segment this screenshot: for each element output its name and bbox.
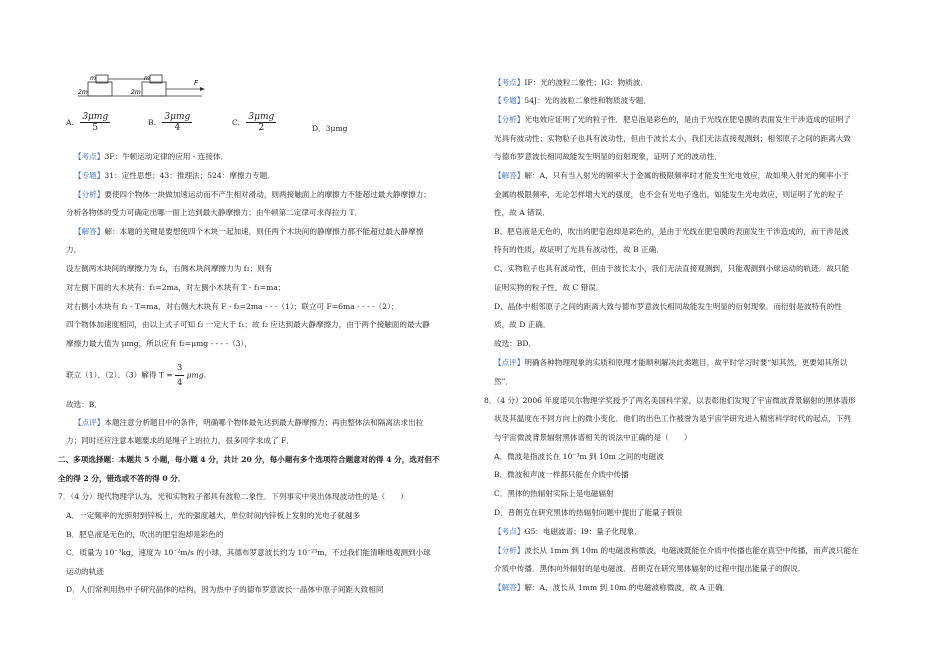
left-line-4: 四个物体加速度相同，由以上式子可知 f₂ 一定大于 f₁；故 f₂ 应达到最大静摩擦力，由于两个接触面的最大静	[66, 320, 430, 329]
option-a-letter: A.	[66, 118, 74, 127]
left-jieda-tag: 【解答】	[74, 227, 105, 236]
option-b-letter: B.	[148, 118, 156, 127]
question-8-line-3: 与宇宙微波背景辐射黑体谱相关的说法中正确的是（ ）	[494, 433, 692, 442]
left-fenxi-line	[74, 190, 431, 200]
left-zhuanti-line	[74, 171, 275, 181]
right-kaodian2-line	[494, 527, 642, 537]
q8-option-c: C．黑体的热辐射实际上是电磁辐射	[494, 489, 614, 498]
force-arrow-head	[200, 87, 205, 91]
left-dianping-line	[74, 418, 423, 428]
right-dianping-line	[494, 358, 847, 368]
left-kaodian-line	[74, 152, 228, 162]
left-jieda-line	[74, 227, 423, 237]
left-kaodian-tag: 【考点】	[74, 152, 105, 161]
block-2m-left	[88, 82, 112, 96]
right-kaodian2-tag: 【考点】	[494, 527, 525, 536]
right-fenxi2-line	[494, 546, 859, 556]
option-c-fraction	[246, 112, 276, 133]
result-fraction	[175, 361, 184, 390]
right-fenxi-line-2: 光具有波动性；实物粒子也具有波动性，但由于波长太小，我们无法直接观测到；相邻原子之间的距离大致	[494, 134, 851, 143]
right-fenxi-text-1: 光电效应证明了光的粒子性．肥皂泡是彩色的，是由于光线在肥皂膜的表面发生干涉造成的证明了	[524, 115, 851, 124]
left-line-5: 摩擦力最大值为 μmg，所以应有 f₂=μmg - - - -（3），	[66, 339, 252, 348]
option-b-fraction	[162, 112, 192, 133]
right-fenxi2-tag: 【分析】	[494, 546, 525, 555]
left-zhuanti-text: 31：定性思想；43：推理法；524：摩擦力专题．	[104, 171, 275, 180]
left-line-3: 对右侧小木块有 f₂ - T=ma，对右侧大木块有 F - f₂=2ma - - -（1）；联立可 F=6ma - - - -（2）；	[66, 302, 399, 311]
q7-option-c: C．质量为 10⁻³kg，速度为 10⁻²m/s 的小球，其德布罗意波长约为 10⁻²³m，不过我们能清晰地观测到小球	[66, 548, 431, 557]
left-fenxi-text-1: 要使四个物体一块做加速运动而不产生相对滑动，则两接触面上的摩擦力不能超过最大静摩擦力；	[104, 190, 431, 199]
right-b-line-2: 特有的性质，故证明了光具有波动性，故 B 正确．	[494, 245, 664, 254]
q7-option-c-2: 运动的轨迹	[66, 567, 104, 576]
right-kaodian-tag: 【考点】	[494, 78, 525, 87]
right-kaodian2-text: G5：电磁波谱；I9：量子化现象．	[524, 527, 642, 536]
right-jieda2-line	[494, 583, 730, 593]
option-c	[232, 112, 276, 133]
left-fenxi-tag: 【分析】	[74, 190, 105, 199]
right-kaodian-line	[494, 78, 648, 88]
label-2m-right: 2m	[131, 89, 141, 96]
right-b-line-1: B、肥皂液是无色的，吹出的肥皂泡却是彩色的，是由于光线在肥皂膜的表面发生干涉造成的，而干涉是波	[494, 227, 849, 236]
option-b-num: 3μmg	[164, 112, 191, 122]
right-fenxi2-line-2: 介质中传播．黑体向外辐射的是电磁波．普朗克在研究黑体辐射的过程中提出能量子的假说．	[494, 564, 806, 573]
left-line-6-prefix: 联立（1）、（2）、（3）解得 T =	[66, 370, 173, 380]
option-a-num: 3μmg	[82, 112, 109, 122]
right-jieda-line	[494, 171, 849, 181]
left-zhuanti-tag: 【专题】	[74, 171, 105, 180]
right-kaodian-text: IF：光的波粒二象性；IG：物质波．	[524, 78, 649, 87]
right-jieda-tag: 【解答】	[494, 171, 525, 180]
question-7: 7．（4 分）现代物理学认为，光和实物粒子都具有波粒二象性．下列事实中突出体现波动性的是（ ）	[58, 492, 408, 501]
q7-option-a: A．一定频率的光照射到锌板上，光的强度越大，单位时间内锌板上发射的光电子就越多	[66, 511, 361, 520]
option-b-den: 4	[174, 123, 181, 133]
label-2m-left: 2m	[78, 89, 88, 96]
question-8: 8．（4 分）2006 年度诺贝尔物理学奖授予了两名美国科学家，以表彰他们发现了宇宙微波背景辐射的黑体谱形	[484, 396, 856, 405]
right-jieda2-tag: 【解答】	[494, 583, 525, 592]
result-den: 4	[177, 378, 183, 387]
q8-option-b: B．微波和声波一样都只能在介质中传播	[494, 470, 629, 479]
q8-option-d: D．普朗克在研究黑体的热辐射问题中提出了能量子假说	[494, 508, 683, 517]
left-dianping-tag: 【点评】	[74, 418, 105, 427]
right-fenxi-line	[494, 115, 851, 125]
question-8-line-2: 状及其温度在不同方向上的微小变化．他们的出色工作被誉为是宇宙学研究进入精密科学时代的起点，下列	[494, 414, 851, 423]
right-jieda-line-2: 金属的极限频率，无论怎样增大光的强度，也不会有光电子逸出，如能发生光电效应，则证明了光的粒子	[494, 190, 844, 199]
right-c-line-2: 证明实物的粒子性，故 C 错误．	[494, 283, 604, 292]
blocks-diagram	[74, 72, 214, 100]
label-force: F	[194, 79, 199, 87]
left-jieda-line-2: 力，	[66, 245, 82, 254]
right-d-line-1: D、晶体中相邻原子之间的距离大致与德布罗意波长相同故能发生明显的衍射现象．而衍射是波特有的性	[494, 302, 842, 311]
section-2-title-2: 全的得 2 分，错选或不答的得 0 分．	[58, 474, 186, 483]
right-fenxi2-text-1: 波长从 1mm 到 10m 的电磁波称微波，电磁波既能在介质中传播也能在真空中传播，而声波只能在	[524, 546, 859, 555]
right-dianping-tag: 【点评】	[494, 358, 525, 367]
option-a	[66, 112, 110, 133]
right-c-line-1: C、实物粒子也具有波动性，但由于波长太小，我们无法直接观测到，只能观测到小球运动的轨迹．故只能	[494, 264, 850, 273]
label-m-left: m	[90, 75, 96, 82]
left-line-6	[66, 361, 211, 390]
result-num: 3	[175, 361, 184, 376]
right-jieda-text-1: 解：A、只有当入射光的频率大于金属的极限频率时才能发生光电效应，故如果入射光的频率小于	[524, 171, 849, 180]
q7-option-b: B．肥皂液是无色的，吹出的肥皂泡却是彩色的	[66, 530, 224, 539]
option-d: D．3μmg	[312, 124, 348, 133]
left-kaodian-text: 3F：牛顿运动定律的应用 - 连接体．	[104, 152, 229, 161]
right-zhuanti-line	[494, 96, 651, 106]
right-jieda2-text-1: 解：A、波长从 1mm 到 10m 的电磁波称微波，故 A 正确．	[524, 583, 731, 592]
section-2-title: 二、多项选择题：本题共 5 小题，每小题 4 分，共计 20 分，每小题有多个选项符合题意对的得 4 分，选对但不	[58, 455, 440, 464]
left-fenxi-line-2: 分析各物体的受力可确定出哪一面上达到最大静摩擦力；由牛顿第二定律可求得拉力 T．	[66, 208, 363, 217]
option-a-fraction	[80, 112, 110, 133]
block-2m-right	[142, 82, 166, 96]
right-answer: 故选：BD．	[494, 339, 537, 348]
right-d-line-2: 质，故 D 正确．	[494, 320, 551, 329]
label-m-right: m	[144, 75, 150, 82]
left-answer: 故选：B．	[66, 400, 102, 409]
left-jieda-text-1: 解：本题的关键是要想使四个木块一起加速，则任两个木块间的静摩擦力都不能超过最大静摩擦	[104, 227, 424, 236]
right-dianping-line-2: 然”．	[494, 377, 514, 386]
left-line-1: 设左侧两木块间的摩擦力为 f₁，右侧木块间摩擦力为 f₂；则有	[66, 264, 273, 273]
right-jieda-line-3: 性，故 A 错误．	[494, 208, 550, 217]
right-fenxi-tag: 【分析】	[494, 115, 525, 124]
left-dianping-text-1: 本题注意分析题目中的条件，明确哪个物体最先达到最大静摩擦力；再由整体法和隔离法求出拉	[104, 418, 424, 427]
right-zhuanti-tag: 【专题】	[494, 96, 525, 105]
right-zhuanti-text: 54J：光的波粒二象性和物质波专题．	[524, 96, 651, 105]
option-c-letter: C.	[232, 118, 240, 127]
left-dianping-line-2: 力；同时还应注意本题要求的是绳子上的拉力，很多同学求成了 F．	[66, 436, 294, 445]
left-line-6-suffix: μmg．	[186, 370, 212, 380]
option-c-num: 3μmg	[248, 112, 275, 122]
left-line-2: 对左侧下面的大木块有：f₁=2ma，对左侧小木块有 T - f₁=ma；	[66, 283, 286, 292]
right-fenxi-line-3: 与德布罗意波长相同故能发生明显的衍射现象，证明了光的波动性．	[494, 152, 722, 161]
right-dianping-text-1: 明确各种物理现象的实质和原理才能顺利解决此类题目，故平时学习时要“知其然，更要知其所以	[524, 358, 848, 367]
option-c-den: 2	[258, 123, 265, 133]
q7-option-d: D．人们常利用热中子研究晶体的结构，因为热中子的德布罗意波长一晶体中原子间距大致相同	[66, 585, 384, 594]
option-b	[148, 112, 192, 133]
option-a-den: 5	[92, 123, 99, 133]
q8-option-a: A．微波是指波长在 10⁻³m 到 10m 之间的电磁波	[494, 452, 664, 461]
